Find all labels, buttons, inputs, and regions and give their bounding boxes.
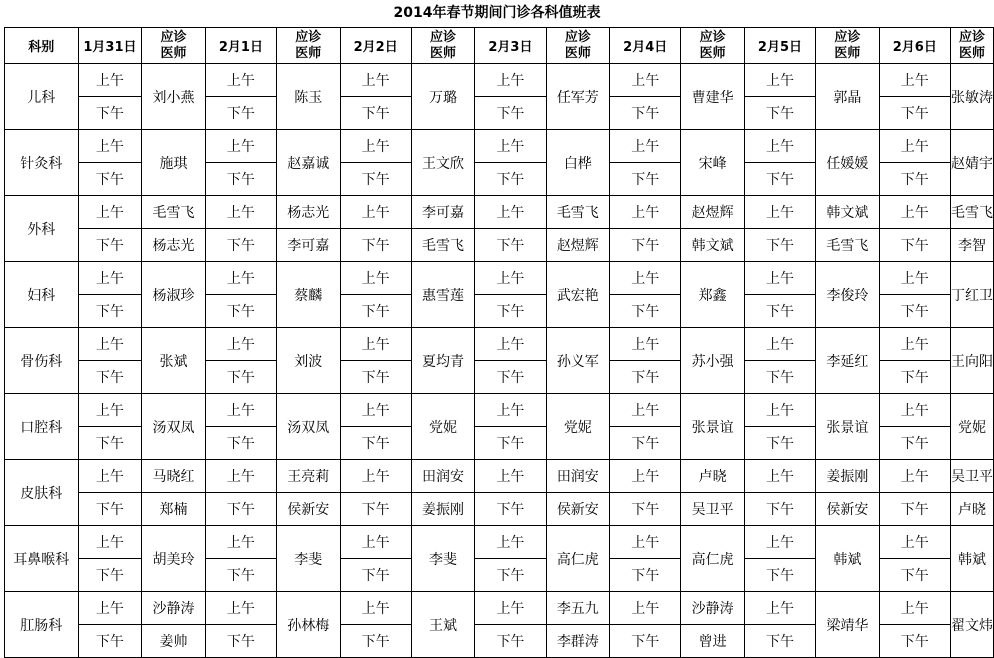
shift-am: 上午 [879, 394, 950, 427]
shift-pm: 下午 [879, 295, 950, 328]
shift-am: 上午 [340, 262, 411, 295]
doctor-name: 万璐 [411, 64, 474, 130]
header-doctor [546, 28, 609, 64]
header-date: 2月6日 [879, 28, 950, 64]
shift-pm: 下午 [610, 625, 681, 658]
doctor-name-pm: 侯新安 [546, 493, 609, 526]
doctor-name-am: 赵煜辉 [681, 196, 744, 229]
shift-am: 上午 [475, 196, 546, 229]
shift-am: 上午 [744, 196, 815, 229]
shift-pm: 下午 [744, 493, 815, 526]
doctor-name: 蔡麟 [277, 262, 340, 328]
shift-am: 上午 [879, 262, 950, 295]
doctor-name-pm: 侯新安 [277, 493, 340, 526]
shift-am: 上午 [744, 394, 815, 427]
shift-am: 上午 [340, 592, 411, 625]
doctor-name: 宋峰 [681, 130, 744, 196]
header-date: 2月1日 [205, 28, 276, 64]
shift-am: 上午 [78, 196, 142, 229]
shift-pm: 下午 [340, 427, 411, 460]
doctor-name-am: 毛雪飞 [142, 196, 205, 229]
header-row [5, 28, 994, 64]
doctor-name: 郭晶 [816, 64, 879, 130]
shift-am: 上午 [205, 592, 276, 625]
header-date: 2月4日 [610, 28, 681, 64]
shift-am: 上午 [610, 196, 681, 229]
shift-am: 上午 [205, 196, 276, 229]
header-doctor-label: 医师 [160, 45, 187, 61]
header-date: 1月31日 [78, 28, 142, 64]
shift-pm: 下午 [340, 361, 411, 394]
doctor-name: 王文欣 [411, 130, 474, 196]
shift-am: 上午 [610, 526, 681, 559]
doctor-name-pm: 姜振刚 [411, 493, 474, 526]
table-row [5, 460, 994, 493]
doctor-name: 陈玉 [277, 64, 340, 130]
dept-name: 口腔科 [5, 394, 79, 460]
shift-pm: 下午 [475, 163, 546, 196]
header-doctor-label: 应诊 [958, 29, 985, 45]
doctor-name: 张景谊 [681, 394, 744, 460]
doctor-name-pm: 侯新安 [816, 493, 879, 526]
table-row [5, 130, 994, 163]
shift-am: 上午 [340, 460, 411, 493]
shift-pm: 下午 [340, 163, 411, 196]
doctor-name: 苏小强 [681, 328, 744, 394]
shift-am: 上午 [610, 328, 681, 361]
shift-pm: 下午 [475, 361, 546, 394]
doctor-name-am: 田润安 [546, 460, 609, 493]
doctor-name: 胡美玲 [142, 526, 205, 592]
doctor-name-am: 杨志光 [277, 196, 340, 229]
shift-pm: 下午 [610, 97, 681, 130]
shift-am: 上午 [475, 460, 546, 493]
shift-pm: 下午 [879, 493, 950, 526]
doctor-name-pm: 郑楠 [142, 493, 205, 526]
doctor-name-pm: 姜帅 [142, 625, 205, 658]
doctor-name: 刘波 [277, 328, 340, 394]
dept-name: 肛肠科 [5, 592, 79, 658]
doctor-name: 李斐 [411, 526, 474, 592]
shift-am: 上午 [879, 196, 950, 229]
header-doctor-label: 应诊 [295, 29, 322, 45]
table-row [5, 526, 994, 559]
shift-am: 上午 [78, 526, 142, 559]
shift-pm: 下午 [610, 427, 681, 460]
shift-am: 上午 [78, 460, 142, 493]
doctor-name-pm: 李智 [951, 229, 994, 262]
header-doctor [411, 28, 474, 64]
shift-pm: 下午 [744, 361, 815, 394]
shift-pm: 下午 [205, 493, 276, 526]
shift-pm: 下午 [205, 295, 276, 328]
header-doctor-label: 医师 [958, 45, 985, 61]
header-date: 2月2日 [340, 28, 411, 64]
doctor-name: 韩斌 [816, 526, 879, 592]
shift-pm: 下午 [205, 361, 276, 394]
dept-name: 儿科 [5, 64, 79, 130]
shift-pm: 下午 [340, 229, 411, 262]
doctor-name: 刘小燕 [142, 64, 205, 130]
shift-am: 上午 [205, 64, 276, 97]
shift-pm: 下午 [744, 427, 815, 460]
table-row [5, 592, 994, 625]
shift-pm: 下午 [475, 229, 546, 262]
shift-pm: 下午 [610, 295, 681, 328]
shift-am: 上午 [340, 130, 411, 163]
shift-pm: 下午 [78, 295, 142, 328]
header-doctor [142, 28, 205, 64]
shift-am: 上午 [340, 526, 411, 559]
shift-pm: 下午 [475, 625, 546, 658]
doctor-name-am: 李五九 [546, 592, 609, 625]
shift-pm: 下午 [879, 229, 950, 262]
doctor-name: 汤双凤 [142, 394, 205, 460]
doctor-name: 王向阳 [951, 328, 994, 394]
doctor-name: 党妮 [411, 394, 474, 460]
shift-pm: 下午 [610, 163, 681, 196]
shift-pm: 下午 [78, 97, 142, 130]
doctor-name-pm: 卢晓 [951, 493, 994, 526]
header-doctor-label: 应诊 [834, 29, 861, 45]
doctor-name: 白桦 [546, 130, 609, 196]
doctor-name-pm: 毛雪飞 [816, 229, 879, 262]
shift-pm: 下午 [78, 493, 142, 526]
shift-pm: 下午 [475, 427, 546, 460]
shift-am: 上午 [475, 394, 546, 427]
shift-pm: 下午 [205, 163, 276, 196]
shift-pm: 下午 [475, 295, 546, 328]
header-doctor [681, 28, 744, 64]
shift-pm: 下午 [879, 361, 950, 394]
header-doctor-label: 应诊 [564, 29, 591, 45]
table-row [5, 328, 994, 361]
shift-am: 上午 [610, 262, 681, 295]
shift-pm: 下午 [205, 97, 276, 130]
shift-am: 上午 [610, 394, 681, 427]
shift-pm: 下午 [340, 97, 411, 130]
shift-pm: 下午 [879, 625, 950, 658]
doctor-name: 孙义军 [546, 328, 609, 394]
shift-pm: 下午 [744, 229, 815, 262]
doctor-name-am: 田润安 [411, 460, 474, 493]
doctor-name-am: 王亮莉 [277, 460, 340, 493]
shift-pm: 下午 [205, 427, 276, 460]
shift-pm: 下午 [744, 625, 815, 658]
shift-pm: 下午 [205, 559, 276, 592]
shift-am: 上午 [475, 328, 546, 361]
doctor-name: 王斌 [411, 592, 474, 658]
doctor-name-am: 毛雪飞 [546, 196, 609, 229]
shift-pm: 下午 [78, 163, 142, 196]
doctor-name: 任军芳 [546, 64, 609, 130]
doctor-name: 赵嘉诚 [277, 130, 340, 196]
shift-pm: 下午 [340, 295, 411, 328]
doctor-name: 杨淑珍 [142, 262, 205, 328]
shift-am: 上午 [879, 526, 950, 559]
duty-schedule-table [4, 27, 994, 658]
shift-pm: 下午 [78, 625, 142, 658]
page-title: 2014年春节期间门诊各科值班表 [393, 5, 601, 21]
shift-am: 上午 [340, 394, 411, 427]
table-row [5, 64, 994, 97]
header-date: 2月5日 [744, 28, 815, 64]
shift-am: 上午 [475, 526, 546, 559]
dept-name: 外科 [5, 196, 79, 262]
doctor-name: 汤双凤 [277, 394, 340, 460]
shift-pm: 下午 [78, 361, 142, 394]
shift-pm: 下午 [744, 295, 815, 328]
table-row [5, 394, 994, 427]
doctor-name-am: 毛雪飞 [951, 196, 994, 229]
dept-name: 皮肤科 [5, 460, 79, 526]
table-row [5, 493, 994, 526]
shift-pm: 下午 [78, 427, 142, 460]
doctor-name: 高仁虎 [546, 526, 609, 592]
shift-am: 上午 [610, 130, 681, 163]
doctor-name-pm: 曾进 [681, 625, 744, 658]
shift-am: 上午 [610, 64, 681, 97]
doctor-name: 李俊玲 [816, 262, 879, 328]
doctor-name-am: 姜振刚 [816, 460, 879, 493]
dept-name: 针灸科 [5, 130, 79, 196]
header-doctor [816, 28, 879, 64]
doctor-name: 郑鑫 [681, 262, 744, 328]
shift-am: 上午 [205, 460, 276, 493]
shift-am: 上午 [879, 130, 950, 163]
doctor-name-am: 吴卫平 [951, 460, 994, 493]
dept-name: 耳鼻喉科 [5, 526, 79, 592]
shift-am: 上午 [205, 526, 276, 559]
shift-pm: 下午 [610, 559, 681, 592]
doctor-name: 韩斌 [951, 526, 994, 592]
shift-pm: 下午 [340, 625, 411, 658]
doctor-name: 赵婧宇 [951, 130, 994, 196]
doctor-name-am: 李可嘉 [411, 196, 474, 229]
dept-name: 骨伤科 [5, 328, 79, 394]
header-doctor-label: 医师 [699, 45, 726, 61]
shift-am: 上午 [744, 328, 815, 361]
dept-name: 妇科 [5, 262, 79, 328]
doctor-name-am: 韩文斌 [816, 196, 879, 229]
shift-am: 上午 [744, 130, 815, 163]
doctor-name-pm: 赵煜辉 [546, 229, 609, 262]
shift-pm: 下午 [879, 163, 950, 196]
doctor-name: 党妮 [546, 394, 609, 460]
shift-am: 上午 [205, 328, 276, 361]
shift-pm: 下午 [610, 229, 681, 262]
shift-pm: 下午 [744, 559, 815, 592]
shift-am: 上午 [78, 262, 142, 295]
shift-pm: 下午 [340, 493, 411, 526]
header-doctor-label: 医师 [295, 45, 322, 61]
shift-am: 上午 [205, 394, 276, 427]
doctor-name-pm: 李群涛 [546, 625, 609, 658]
shift-am: 上午 [78, 130, 142, 163]
shift-am: 上午 [744, 460, 815, 493]
shift-pm: 下午 [879, 559, 950, 592]
shift-am: 上午 [744, 592, 815, 625]
shift-am: 上午 [744, 262, 815, 295]
doctor-name: 党妮 [951, 394, 994, 460]
doctor-name: 李斐 [277, 526, 340, 592]
doctor-name: 施琪 [142, 130, 205, 196]
shift-am: 上午 [340, 196, 411, 229]
shift-am: 上午 [340, 64, 411, 97]
table-row [5, 229, 994, 262]
shift-am: 上午 [475, 130, 546, 163]
header-doctor-label: 医师 [564, 45, 591, 61]
shift-am: 上午 [744, 526, 815, 559]
header-doctor-label: 应诊 [160, 29, 187, 45]
header-dept: 科别 [5, 28, 79, 64]
shift-am: 上午 [475, 592, 546, 625]
shift-pm: 下午 [340, 559, 411, 592]
shift-pm: 下午 [78, 559, 142, 592]
shift-pm: 下午 [610, 361, 681, 394]
doctor-name-pm: 毛雪飞 [411, 229, 474, 262]
shift-pm: 下午 [744, 97, 815, 130]
shift-am: 上午 [475, 262, 546, 295]
doctor-name: 翟文炜 [951, 592, 994, 658]
header-doctor-label: 医师 [834, 45, 861, 61]
shift-am: 上午 [879, 64, 950, 97]
table-row [5, 262, 994, 295]
header-doctor-label: 应诊 [699, 29, 726, 45]
header-doctor-label: 应诊 [430, 29, 457, 45]
doctor-name: 丁红卫 [951, 262, 994, 328]
doctor-name-pm: 韩文斌 [681, 229, 744, 262]
shift-am: 上午 [78, 328, 142, 361]
header-doctor-label: 医师 [430, 45, 457, 61]
shift-pm: 下午 [879, 427, 950, 460]
doctor-name: 曹建华 [681, 64, 744, 130]
shift-am: 上午 [879, 328, 950, 361]
shift-am: 上午 [879, 460, 950, 493]
shift-pm: 下午 [610, 493, 681, 526]
doctor-name: 任媛媛 [816, 130, 879, 196]
shift-am: 上午 [205, 262, 276, 295]
table-row [5, 196, 994, 229]
doctor-name: 武宏艳 [546, 262, 609, 328]
header-doctor [951, 28, 994, 64]
shift-pm: 下午 [475, 493, 546, 526]
shift-am: 上午 [78, 394, 142, 427]
shift-pm: 下午 [475, 97, 546, 130]
shift-pm: 下午 [475, 559, 546, 592]
shift-am: 上午 [340, 328, 411, 361]
doctor-name: 张敏涛 [951, 64, 994, 130]
doctor-name: 梁靖华 [816, 592, 879, 658]
doctor-name: 惠雪莲 [411, 262, 474, 328]
shift-am: 上午 [744, 64, 815, 97]
doctor-name: 高仁虎 [681, 526, 744, 592]
shift-am: 上午 [879, 592, 950, 625]
shift-pm: 下午 [205, 625, 276, 658]
doctor-name-am: 马晓红 [142, 460, 205, 493]
header-doctor [277, 28, 340, 64]
shift-am: 上午 [78, 64, 142, 97]
doctor-name: 李延红 [816, 328, 879, 394]
doctor-name: 夏均青 [411, 328, 474, 394]
shift-am: 上午 [205, 130, 276, 163]
shift-am: 上午 [610, 592, 681, 625]
shift-am: 上午 [475, 64, 546, 97]
doctor-name-am: 沙静涛 [681, 592, 744, 625]
doctor-name-am: 卢晓 [681, 460, 744, 493]
doctor-name-am: 沙静涛 [142, 592, 205, 625]
shift-pm: 下午 [205, 229, 276, 262]
doctor-name: 张景谊 [816, 394, 879, 460]
doctor-name: 张斌 [142, 328, 205, 394]
shift-pm: 下午 [78, 229, 142, 262]
shift-pm: 下午 [879, 97, 950, 130]
shift-pm: 下午 [744, 163, 815, 196]
shift-am: 上午 [78, 592, 142, 625]
doctor-name-pm: 李可嘉 [277, 229, 340, 262]
shift-am: 上午 [610, 460, 681, 493]
doctor-name: 孙林梅 [277, 592, 340, 658]
header-date: 2月3日 [475, 28, 546, 64]
doctor-name-pm: 吴卫平 [681, 493, 744, 526]
doctor-name-pm: 杨志光 [142, 229, 205, 262]
